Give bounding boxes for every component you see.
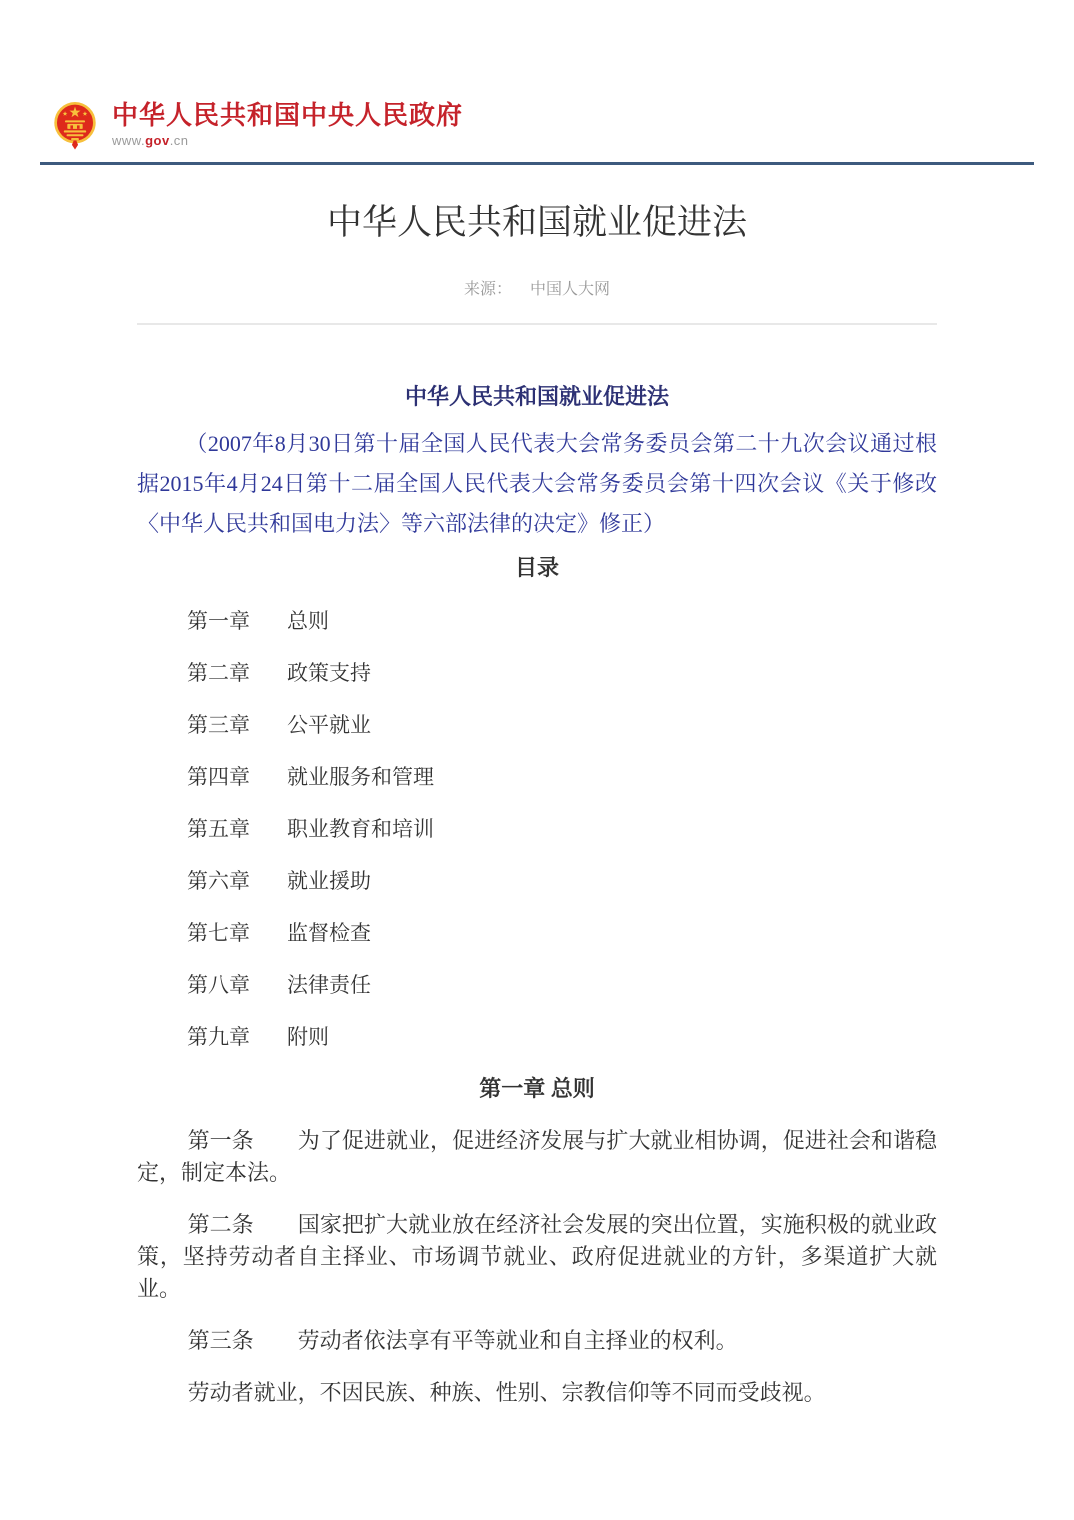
toc-item: [187, 917, 937, 949]
toc-chapter: 第四章: [187, 765, 250, 789]
toc-title: 目录: [514, 555, 559, 580]
site-url-cn: .cn: [169, 133, 189, 148]
site-url[interactable]: [112, 133, 463, 148]
article: [137, 203, 937, 1409]
law-paragraph: 第一条 为了促进就业，促进经济发展与扩大就业相协调，促进社会和谐稳定，制定本法。: [137, 1128, 937, 1185]
law-paragraph: 第二条 国家把扩大就业放在经济社会发展的突出位置，实施积极的就业政策，坚持劳动者自主择业、市场调节就业、政府促进就业的方针，多渠道扩大就业。: [137, 1212, 937, 1301]
toc-chapter: 第二章: [187, 661, 250, 685]
content-divider: [137, 323, 937, 325]
toc-chapter-title: 政策支持: [287, 661, 371, 685]
site-header: [40, 0, 1034, 165]
source-line: [137, 279, 937, 301]
toc-chapter-title: 职业教育和培训: [287, 817, 434, 841]
toc-chapter: 第九章: [187, 1025, 250, 1049]
site-url-www: www.: [112, 133, 146, 148]
toc-item: [187, 1021, 937, 1053]
toc-chapter-title: 公平就业: [287, 713, 371, 737]
law-paragraph: 第三条 劳动者依法享有平等就业和自主择业的权利。: [187, 1328, 738, 1353]
toc-chapter: 第六章: [187, 869, 250, 893]
toc-chapter-title: 监督检查: [287, 921, 371, 945]
gov-home-link[interactable]: [40, 100, 1034, 150]
toc-item: [187, 761, 937, 793]
toc-item: [187, 969, 937, 1001]
toc-list: [137, 605, 937, 1053]
toc-chapter: 第五章: [187, 817, 250, 841]
toc-chapter-title: 就业服务和管理: [287, 765, 434, 789]
toc-item: [187, 813, 937, 845]
toc-item: [187, 605, 937, 637]
toc-chapter: 第七章: [187, 921, 250, 945]
site-url-gov: gov: [145, 133, 170, 148]
source-label: 来源：: [463, 281, 512, 298]
doc-title: 中华人民共和国就业促进法: [404, 384, 669, 409]
toc-chapter-title: 总则: [287, 609, 329, 633]
page-title: 中华人民共和国就业促进法: [326, 203, 747, 242]
toc-chapter-title: 就业援助: [287, 869, 371, 893]
toc-item: [187, 709, 937, 741]
toc-item: [187, 657, 937, 689]
national-emblem-icon: [52, 100, 98, 150]
toc-chapter-title: 法律责任: [287, 973, 371, 997]
law-paragraph: 劳动者就业，不因民族、种族、性别、宗教信仰等不同而受歧视。: [187, 1380, 826, 1405]
source-value: 中国人大网: [530, 281, 611, 298]
site-name: 中华人民共和国中央人民政府: [112, 100, 464, 130]
toc-chapter-title: 附则: [287, 1025, 329, 1049]
toc-chapter: 第八章: [187, 973, 250, 997]
brand-text: [112, 100, 463, 148]
section-heading: 第一章 总则: [479, 1076, 595, 1101]
preamble: （2007年8月30日第十届全国人民代表大会常务委员会第二十九次会议通过根据2015年4月24日第十二届全国人民代表大会常务委员会第十四次会议《关于修改〈中华人民共和国电力法〉等六部法律的决定》修正）: [137, 431, 937, 536]
toc-chapter: 第一章: [187, 609, 250, 633]
toc-item: [187, 865, 937, 897]
toc-chapter: 第三章: [187, 713, 250, 737]
